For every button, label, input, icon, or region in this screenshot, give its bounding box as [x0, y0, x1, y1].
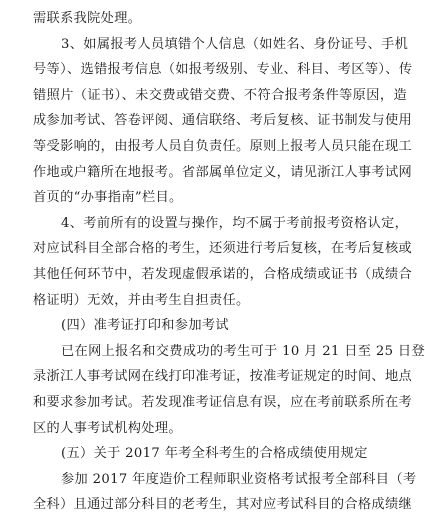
- text-line: 4、考前所有的设置与操作，均不属于考前报考资格认定，: [61, 215, 409, 231]
- text-line: 其他任何环节中，若发现虚假承诺的，合格成绩或证书（成绩合: [33, 266, 413, 282]
- section-heading: (四）准考证打印和参加考试: [61, 318, 229, 334]
- document-body: [33, 6, 425, 518]
- text-line: 作地或户籍所在地报考。省部属单位定义，请见浙江人事考试网: [33, 164, 413, 180]
- text-line: 区的人事考试机构处理。: [33, 420, 182, 436]
- text-line: 成参加考试、答卷评阅、通信联络、考后复核、证书制发与使用: [33, 113, 413, 129]
- text-line: 等受影响的，由报考人员自负责任。原则上报考人员只能在现工: [33, 138, 413, 154]
- text-line: 和要求参加考试。若发现准考证信息有误，应在考前联系所在考: [33, 394, 413, 410]
- text-line: 已在网上报名和交费成功的考生可于 10 月 21 日至 25 日登: [61, 343, 425, 359]
- text-line: 需联系我院处理。: [33, 11, 142, 26]
- text-line: 格证明）无效，并由考生自担责任。: [33, 292, 250, 308]
- text-line: 3、如属报考人员填错个人信息（如姓名、身份证号、手机: [61, 36, 409, 52]
- text-line: 号等）、选错报考信息（如报考级别、专业、科目、考区等）、传: [33, 62, 413, 78]
- text-line: 全科）且通过部分科目的老考生，其对应考试科目的合格成绩继: [33, 497, 413, 513]
- section-heading: (五）关于 2017 年考全科考生的合格成绩使用规定: [61, 446, 368, 462]
- text-line: 首页的“办事指南”栏目。: [33, 190, 183, 206]
- text-line: 错照片（证书）、未交费或错交费、不符合报考条件等原因，造: [33, 87, 407, 103]
- text-line: 参加 2017 年度造价工程师职业资格考试报考全部科目（考: [61, 471, 417, 487]
- text-line: 录浙江人事考试网在线打印准考证，按准考证规定的时间、地点: [33, 369, 413, 385]
- text-line: 对应试科目全部合格的考生，还须进行考后复核，在考后复核或: [33, 241, 413, 257]
